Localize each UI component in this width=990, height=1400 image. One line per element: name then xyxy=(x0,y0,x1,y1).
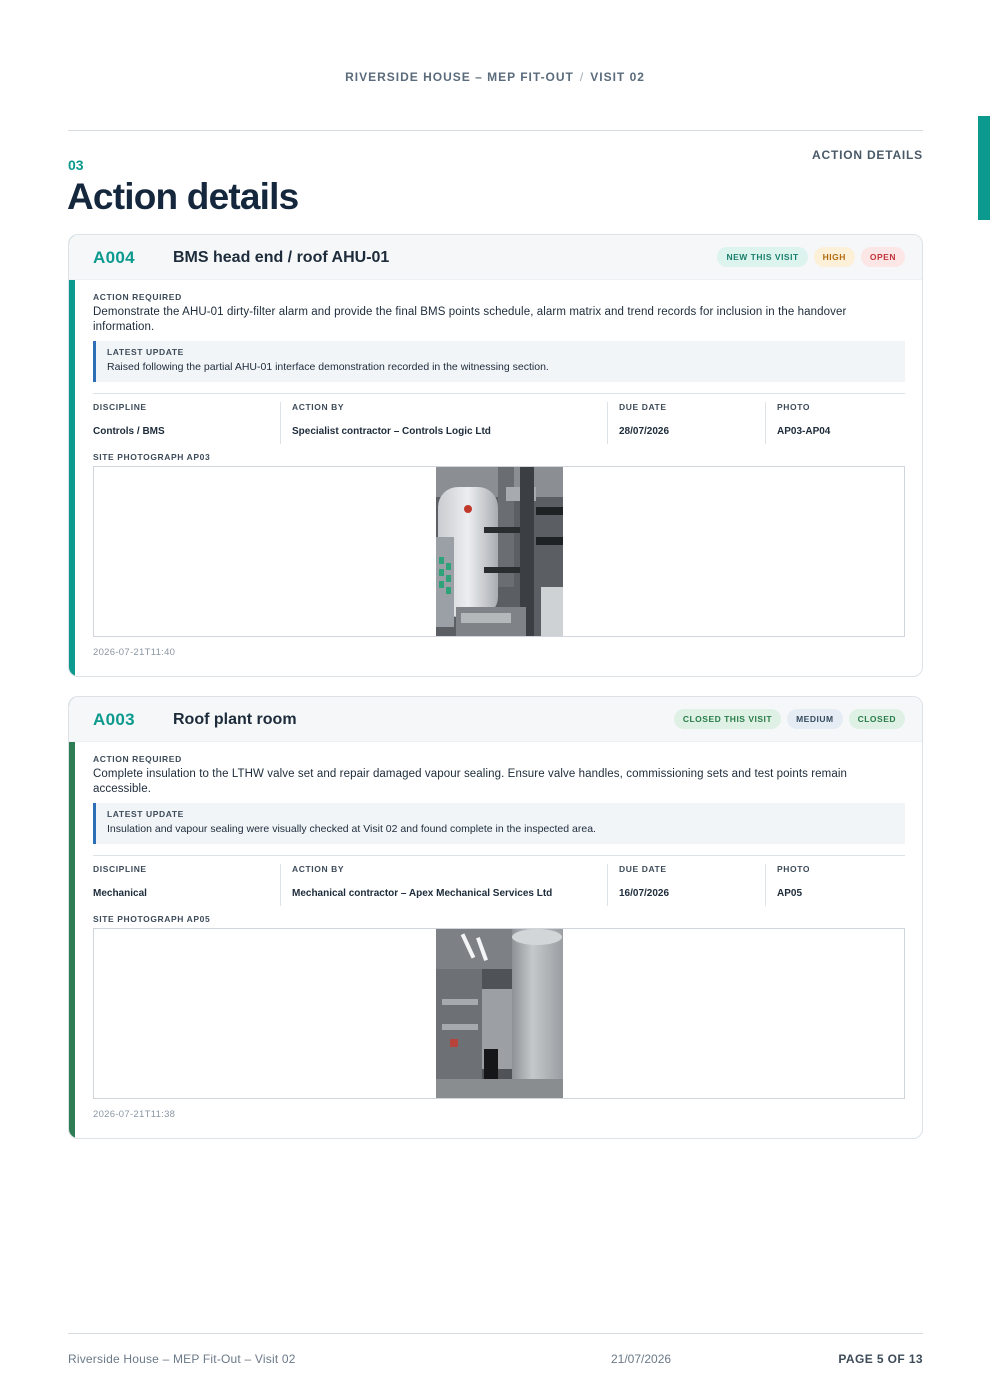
action-required-label: ACTION REQUIRED xyxy=(93,754,182,764)
section-side-tab xyxy=(978,116,990,220)
footer-divider xyxy=(68,1333,923,1334)
action-required-text: Demonstrate the AHU-01 dirty-filter alarm and provide the final BMS points schedule, alarm matrix and trend records for inclusion in the handover information. xyxy=(93,306,847,333)
action-id: A003 xyxy=(93,710,135,729)
action-required-label: ACTION REQUIRED xyxy=(93,292,182,302)
latest-update-text: Raised following the partial AHU-01 interface demonstration recorded in the witnessing section. xyxy=(107,361,549,373)
card-accent-bar xyxy=(69,235,75,676)
card-header xyxy=(69,697,922,742)
status-badges xyxy=(674,709,905,729)
due-date-label: DUE DATE xyxy=(619,864,667,874)
latest-update-text: Insulation and vapour sealing were visually checked at Visit 02 and found complete in the inspected area. xyxy=(107,823,596,835)
photo-ref-label: PHOTO xyxy=(777,402,811,412)
site-photograph-label: SITE PHOTOGRAPH AP03 xyxy=(93,452,211,462)
priority-badge: HIGH xyxy=(814,247,855,267)
status-badge: OPEN xyxy=(861,247,905,267)
discipline-value: Controls / BMS xyxy=(93,426,165,437)
action-by-label: ACTION BY xyxy=(292,864,345,874)
action-meta-row xyxy=(93,393,905,444)
latest-update-label: LATEST UPDATE xyxy=(107,347,184,357)
discipline-field xyxy=(93,402,280,444)
photo-ref-value: AP03-AP04 xyxy=(777,426,831,437)
due-date-value: 16/07/2026 xyxy=(619,888,670,899)
action-title: BMS head end / roof AHU-01 xyxy=(173,249,390,266)
latest-update-box xyxy=(93,803,905,844)
discipline-field xyxy=(93,864,280,906)
header-separator: / xyxy=(579,70,585,84)
latest-update-box xyxy=(93,341,905,382)
action-by-field xyxy=(280,864,607,906)
priority-badge: MEDIUM xyxy=(787,709,842,729)
header-project: RIVERSIDE HOUSE – MEP FIT-OUT xyxy=(345,70,574,84)
photo-ref-value: AP05 xyxy=(777,888,803,899)
site-photograph-plant-room xyxy=(436,929,563,1098)
status-badge: CLOSED xyxy=(849,709,905,729)
header-divider xyxy=(68,130,923,131)
photo-ref-field xyxy=(765,402,905,444)
due-date-value: 28/07/2026 xyxy=(619,426,670,437)
latest-update-label: LATEST UPDATE xyxy=(107,809,184,819)
action-by-field xyxy=(280,402,607,444)
discipline-value: Mechanical xyxy=(93,888,147,899)
section-title: Action details xyxy=(67,176,299,217)
card-header xyxy=(69,235,922,280)
action-required-text: Complete insulation to the LTHW valve set and repair damaged vapour sealing. Ensure valve handles, commissioning sets and test points remain accessible. xyxy=(93,768,848,795)
photo-ref-label: PHOTO xyxy=(777,864,811,874)
running-header xyxy=(0,70,990,84)
new-this-visit-badge: NEW THIS VISIT xyxy=(717,247,807,267)
due-date-field xyxy=(607,864,765,906)
site-photograph-frame xyxy=(93,928,905,1099)
section-number: 03 xyxy=(68,157,84,173)
discipline-label: DISCIPLINE xyxy=(93,864,147,874)
action-by-value: Specialist contractor – Controls Logic Ltd xyxy=(292,426,491,437)
photo-ref-field xyxy=(765,864,905,906)
header-visit: VISIT 02 xyxy=(590,70,645,84)
action-card-a003 xyxy=(68,696,923,1139)
photo-timestamp: 2026-07-21T11:38 xyxy=(93,1109,176,1120)
status-badges xyxy=(717,247,905,267)
footer-document-title: Riverside House – MEP Fit-Out – Visit 02 xyxy=(68,1352,296,1366)
due-date-field xyxy=(607,402,765,444)
site-photograph-label: SITE PHOTOGRAPH AP05 xyxy=(93,914,211,924)
site-photograph-boiler-room xyxy=(436,467,563,636)
action-by-value: Mechanical contractor – Apex Mechanical Services Ltd xyxy=(292,888,553,899)
action-title: Roof plant room xyxy=(173,711,297,728)
photo-timestamp: 2026-07-21T11:40 xyxy=(93,647,176,658)
action-meta-row xyxy=(93,855,905,906)
footer-date: 21/07/2026 xyxy=(611,1352,672,1366)
due-date-label: DUE DATE xyxy=(619,402,667,412)
page-number: PAGE 5 OF 13 xyxy=(838,1352,923,1366)
action-by-label: ACTION BY xyxy=(292,402,345,412)
action-card-a004 xyxy=(68,234,923,677)
section-running-label: ACTION DETAILS xyxy=(812,148,923,162)
discipline-label: DISCIPLINE xyxy=(93,402,147,412)
card-accent-bar xyxy=(69,697,75,1138)
action-id: A004 xyxy=(93,248,135,267)
site-photograph-frame xyxy=(93,466,905,637)
closed-this-visit-badge: CLOSED THIS VISIT xyxy=(674,709,781,729)
